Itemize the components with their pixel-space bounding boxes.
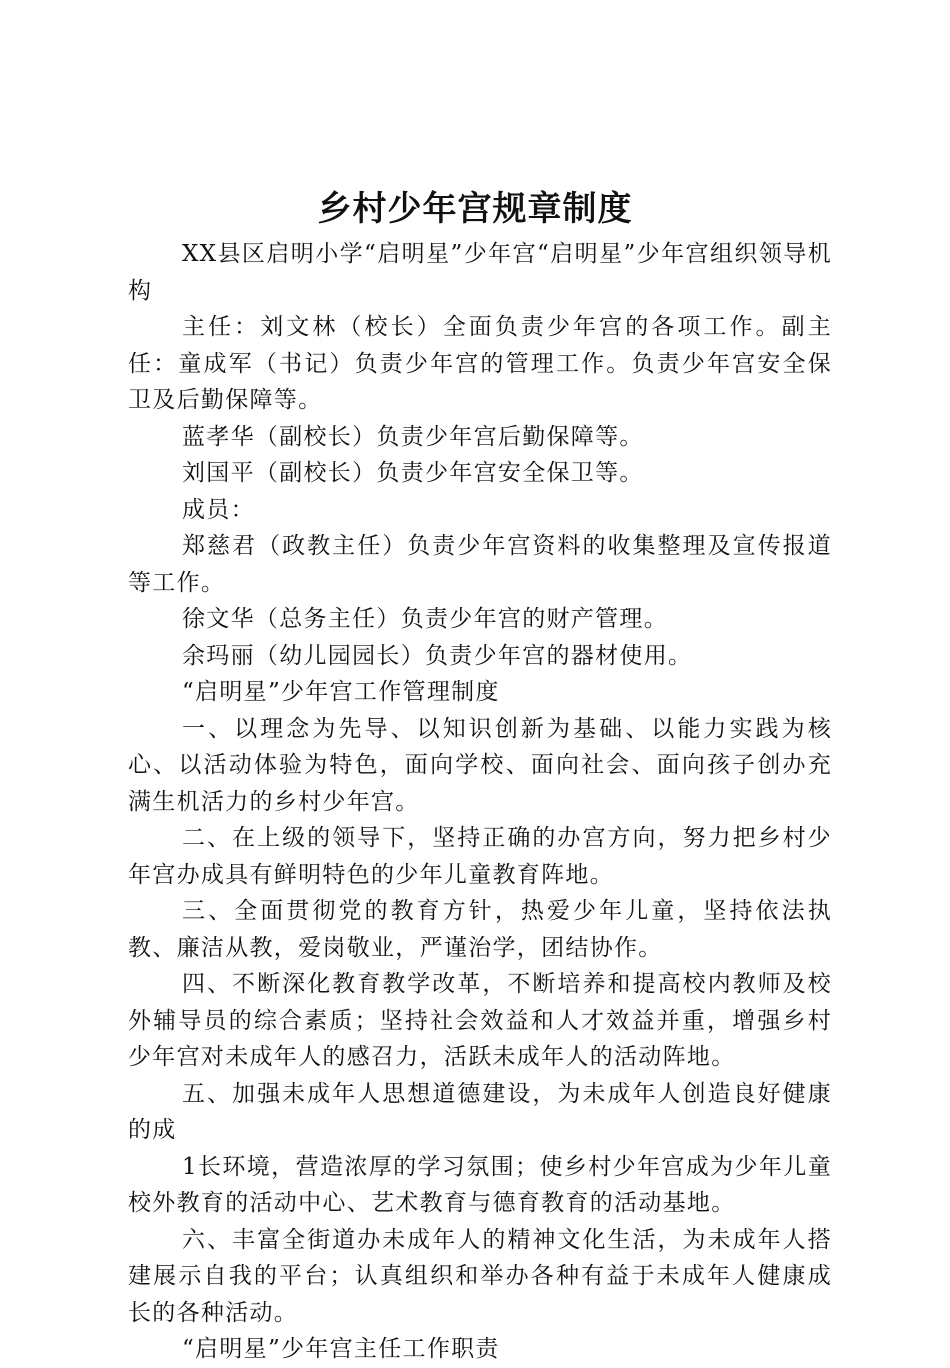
paragraph-rule-1: 一、以理念为先导、以知识创新为基础、以能力实践为核心、以活动体验为特色，面向学校、面向社会、面向孩子创办充满生机活力的乡村少年宫。 — [128, 715, 832, 815]
section-heading-director-duties: “启明星”少年宫主任工作职责 — [182, 1336, 500, 1362]
paragraph-rule-5: 五、加强未成年人思想道德建设，为未成年人创造良好健康的成 — [128, 1080, 832, 1143]
paragraph-director: 主任：刘文林（校长）全面负责少年宫的各项工作。副主任：童成军（书记）负责少年宫的管理工作。负责少年宫安全保卫及后勤保障等。 — [128, 314, 832, 413]
paragraph-lan-xiaohua: 蓝孝华（副校长）负责少年宫后勤保障等。 — [182, 423, 644, 450]
paragraph-liu-guoping: 刘国平（副校长）负责少年宫安全保卫等。 — [182, 460, 644, 486]
paragraph-yu-mali: 余玛丽（幼儿园园长）负责少年宫的器材使用。 — [182, 642, 693, 669]
paragraph-rule-4: 四、不断深化教育教学改革，不断培养和提高校内教师及校外辅导员的综合素质；坚持社会效益和人才效益并重，增强乡村少年宫对未成年人的感召力，活跃未成年人的活动阵地。 — [128, 971, 832, 1070]
paragraph-org-heading: XX县区启明小学“启明星”少年宫“启明星”少年宫组织领导机构 — [128, 241, 832, 304]
paragraph-xu-wenhua: 徐文华（总务主任）负责少年宫的财产管理。 — [182, 606, 668, 632]
document-body — [128, 236, 832, 1368]
document-title: 乡村少年宫规章制度 — [317, 189, 633, 229]
paragraph-rule-2: 二、在上级的领导下，坚持正确的办宫方向，努力把乡村少年宫办成具有鲜明特色的少年儿童教育阵地。 — [128, 825, 832, 888]
paragraph-rule-3: 三、全面贯彻党的教育方针，热爱少年儿童，坚持依法执教、廉洁从教，爱岗敬业，严谨治学，团结协作。 — [128, 898, 832, 961]
paragraph-rule-6: 六、丰富全街道办未成年人的精神文化生活，为未成年人搭建展示自我的平台；认真组织和举办各种有益于未成年人健康成长的各种活动。 — [128, 1226, 832, 1326]
paragraph-zheng-cijun: 郑慈君（政教主任）负责少年宫资料的收集整理及宣传报道等工作。 — [128, 533, 832, 596]
section-heading-management-rules: “启明星”少年宫工作管理制度 — [182, 679, 500, 705]
paragraph-rule-5-continued: 1长环境，营造浓厚的学习氛围；使乡村少年宫成为少年儿童校外教育的活动中心、艺术教育与德育教育的活动基地。 — [128, 1153, 832, 1216]
paragraph-members-label: 成员： — [182, 496, 255, 523]
